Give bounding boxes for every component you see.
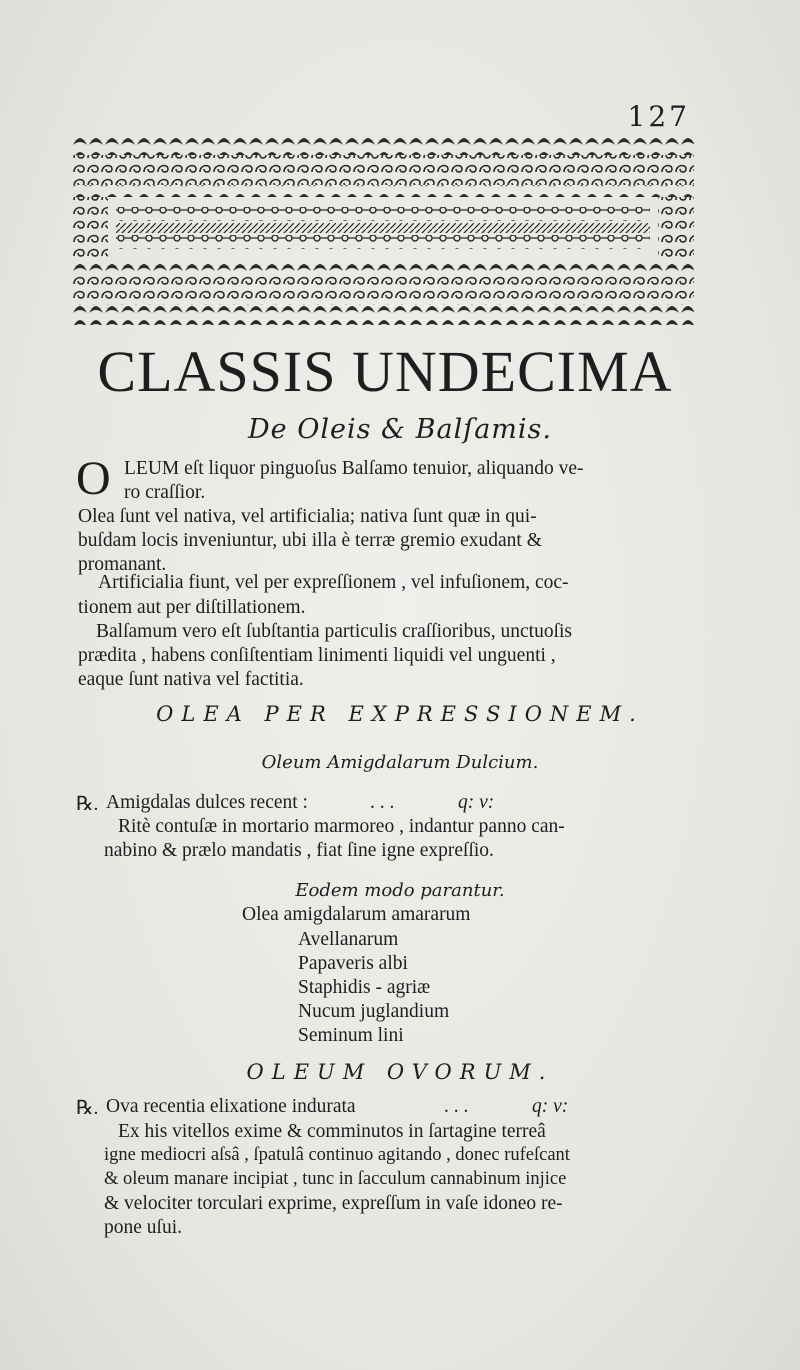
drop-cap: O xyxy=(76,452,111,505)
recipe-line: & velociter torculari exprime, expreſſum in vaſe idoneo re- xyxy=(104,1193,563,1214)
section-heading: OLEA PER EXPRESSIONEM. xyxy=(156,702,644,726)
intro-line-2: ro craſſior. xyxy=(124,482,206,503)
section-heading: OLEUM OVORUM. xyxy=(246,1060,554,1084)
recipe-dots: . . . xyxy=(370,792,395,813)
recipe-line: pone uſui. xyxy=(104,1217,182,1238)
recipe-dots: . . . xyxy=(444,1096,469,1117)
recipe-line: Ex his vitellos exime & comminutos in ſartagine terreâ xyxy=(118,1121,546,1142)
paragraph-line: eaque ſunt nativa vel factitia. xyxy=(78,669,304,690)
recipe-symbol: ℞. xyxy=(76,794,99,815)
decorative-headpiece xyxy=(72,133,694,325)
paragraph-line: buſdam locis inveniuntur, ubi illa è terræ gremio exudant & xyxy=(78,530,542,551)
paragraph-line: tionem aut per diſtillationem. xyxy=(78,597,306,618)
recipe-line: Amigdalas dulces recent : xyxy=(106,792,308,813)
list-item: Avellanarum xyxy=(298,929,399,950)
paragraph-line: Artificialia fiunt, vel per expreſſionem , vel infuſionem, coc- xyxy=(98,572,569,593)
recipe-line: Ritè contuſæ in mortario marmoreo , indantur panno can- xyxy=(118,816,565,837)
chapter-title: CLASSIS UNDECIMA xyxy=(97,339,673,404)
list-header: Olea amigdalarum amararum xyxy=(242,904,471,925)
list-item: Staphidis - agriæ xyxy=(298,977,431,998)
quantity-note: q: v: xyxy=(532,1096,569,1117)
paragraph-line: prædita , habens conſiſtentiam linimenti liquidi vel unguenti , xyxy=(78,645,556,666)
quantity-note: q: v: xyxy=(458,792,495,813)
intro-line-1: LEUM eſt liquor pinguoſus Balſamo tenuior, aliquando ve- xyxy=(124,458,584,479)
recipe-symbol: ℞. xyxy=(76,1098,99,1119)
list-item: Papaveris albi xyxy=(298,953,408,974)
recipe-line: Ova recentia elixatione indurata xyxy=(106,1096,356,1117)
paragraph-line: Olea ſunt vel nativa, vel artificialia; nativa ſunt quæ in qui- xyxy=(78,506,537,527)
list-item: Nucum juglandium xyxy=(298,1001,450,1022)
page-number: 127 xyxy=(627,100,690,133)
chapter-subtitle: De Oleis & Balſamis. xyxy=(248,414,552,445)
list-item: Seminum lini xyxy=(298,1025,404,1046)
recipe-line: igne mediocri aſsâ , ſpatulâ continuo agitando , donec rufeſcant xyxy=(104,1145,570,1165)
paragraph-line: Balſamum vero eſt ſubſtantia particulis craſſioribus, unctuoſis xyxy=(96,621,573,642)
recipe-heading: Oleum Amigdalarum Dulcium. xyxy=(261,752,539,773)
recipe-line: & oleum manare incipiat , tunc in ſacculum cannabinum injice xyxy=(104,1169,567,1189)
paragraph-line: promanant. xyxy=(78,554,167,575)
recipe-line: nabino & prælo mandatis , fiat ſine igne expreſſio. xyxy=(104,840,494,861)
list-heading: Eodem modo parantur. xyxy=(295,880,505,901)
